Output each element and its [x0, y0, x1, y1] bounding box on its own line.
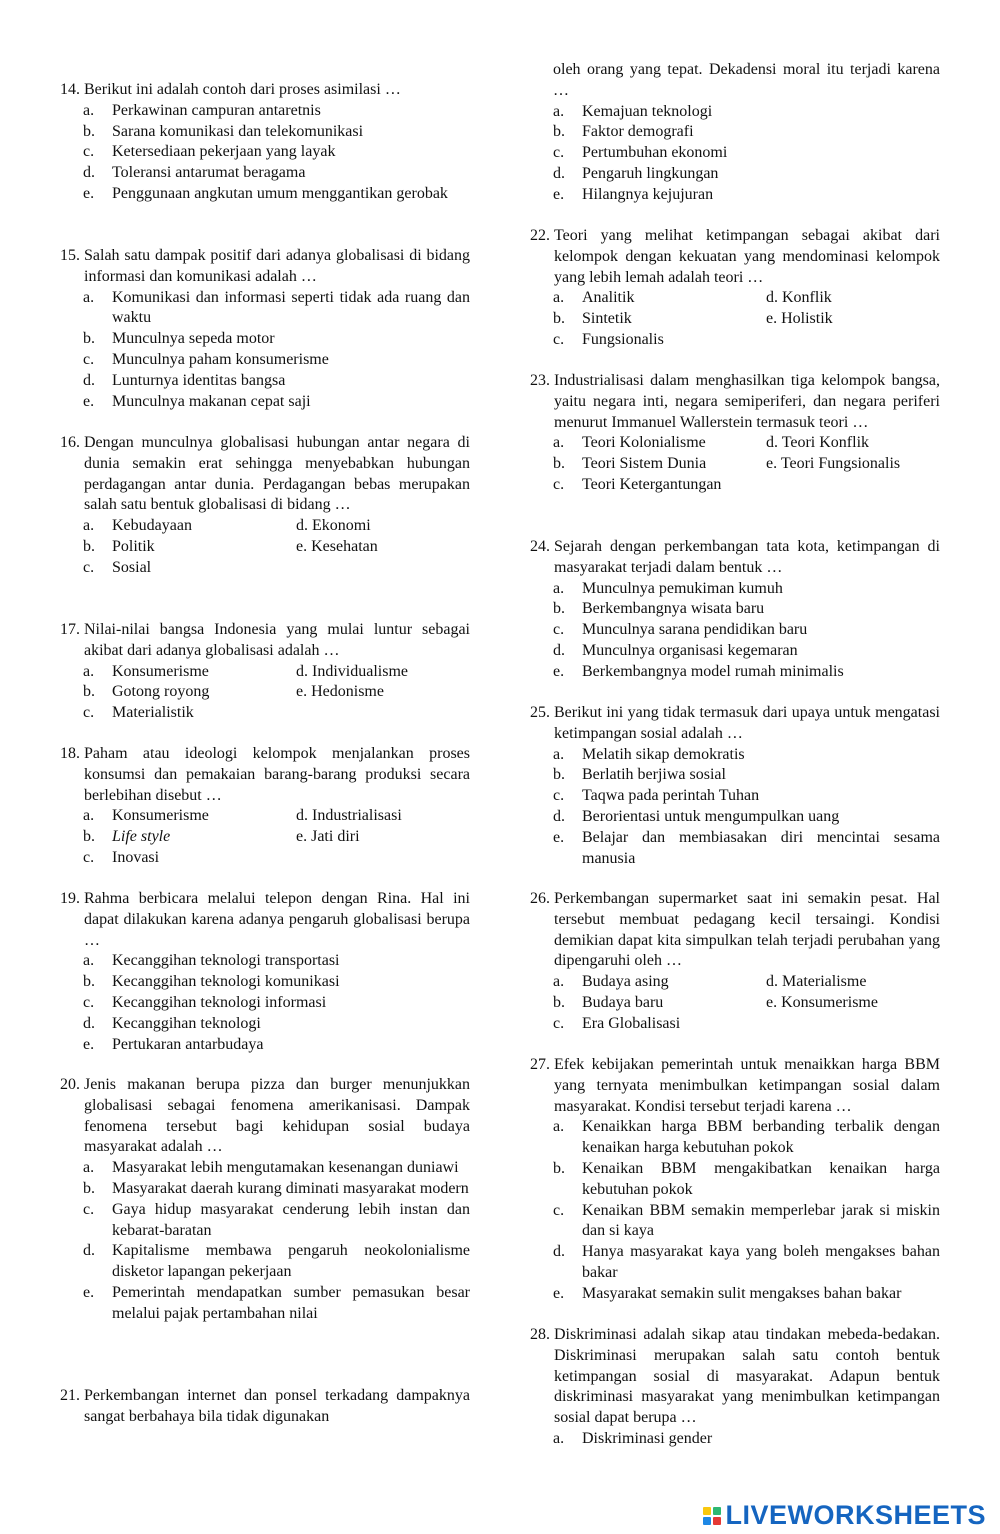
question-text: Nilai-nilai bangsa Indonesia yang mulai luntur sebagai akibat dari adanya globalisasi adalah … — [84, 621, 470, 659]
question-28 — [530, 1325, 940, 1450]
question-number: 24. — [530, 538, 550, 555]
option-c: c. Kenaikan BBM semakin memperlebar jarak si miskin dan si kaya — [553, 1201, 940, 1240]
option-a: a. Kenaikkan harga BBM berbanding terbalik dengan kenaikan harga kebutuhan pokok — [553, 1118, 940, 1157]
question-text: Diskriminasi adalah sikap atau tindakan mebeda-bedakan. Diskriminasi merupakan salah satu contoh bentuk ketimpangan sosial di masyarakat. Adapun bentuk diskriminasi masyarakat yang menimbulkan ketimpangan sosial dapat berupa … — [554, 1326, 940, 1427]
question-17 — [60, 620, 470, 724]
option-row: b. Budaya baru e. Konsumerisme — [553, 993, 878, 1011]
option-row: b. Life style e. Jati diri — [83, 828, 360, 846]
question-text: Salah satu dampak positif dari adanya globalisasi di bidang informasi dan komunikasi adalah … — [84, 247, 470, 285]
option-a: a. Masyarakat lebih mengutamakan kesenangan duniawi — [83, 1159, 459, 1177]
option-b: b. Kecanggihan teknologi komunikasi — [83, 973, 340, 991]
question-text: oleh orang yang tepat. Dekadensi moral itu terjadi karena … — [553, 61, 940, 99]
question-21 — [60, 1386, 470, 1428]
option-b: b. Masyarakat daerah kurang diminati masyarakat modern — [83, 1179, 469, 1197]
question-16 — [60, 433, 470, 579]
option-row: a. Analitik d. Konflik — [553, 289, 832, 307]
option-b: b. Kenaikan BBM mengakibatkan kenaikan harga kebutuhan pokok — [553, 1159, 940, 1198]
question-23 — [530, 371, 940, 496]
question-22 — [530, 226, 940, 351]
question-number: 23. — [530, 372, 550, 389]
question-number: 27. — [530, 1056, 550, 1073]
option-row: b. Sintetik e. Holistik — [553, 310, 833, 328]
option-d: d. Hanya masyarakat kaya yang boleh mengakses bahan bakar — [553, 1243, 940, 1281]
question-number: 28. — [530, 1326, 550, 1343]
option-a: a. Melatih sikap demokratis — [553, 745, 745, 763]
option-c: c. Fungsionalis — [553, 330, 664, 348]
question-15 — [60, 246, 470, 412]
option-d: d. Toleransi antarumat beragama — [83, 164, 306, 182]
question-number: 15. — [60, 247, 80, 264]
option-row: a. Konsumerisme d. Industrialisasi — [83, 807, 402, 825]
option-c: c. Teori Ketergantungan — [553, 475, 722, 493]
question-text: Rahma berbicara melalui telepon dengan Rina. Hal ini dapat dilakukan karena adanya pengaruh globalisasi berupa … — [84, 890, 470, 949]
option-d: d. Kecanggihan teknologi — [83, 1014, 261, 1032]
question-20 — [60, 1075, 470, 1325]
question-26 — [530, 889, 940, 1035]
option-c: c. Gaya hidup masyarakat cenderung lebih instan dan kebarat-baratan — [83, 1200, 470, 1239]
option-c: c. Kecanggihan teknologi informasi — [83, 993, 327, 1011]
option-c: c. Ketersediaan pekerjaan yang layak — [83, 143, 336, 161]
option-a: a. Diskriminasi gender — [553, 1429, 713, 1447]
option-e: e. Pemerintah mendapatkan sumber pemasukan besar melalui pajak pertambahan nilai — [83, 1283, 470, 1322]
option-c: c. Taqwa pada perintah Tuhan — [553, 787, 760, 805]
option-a: a. Komunikasi dan informasi seperti tidak ada ruang dan waktu — [83, 288, 470, 327]
question-19 — [60, 889, 470, 1055]
option-row: a. Konsumerisme d. Individualisme — [83, 662, 408, 680]
option-c: c. Munculnya sarana pendidikan baru — [553, 621, 808, 639]
question-number: 14. — [60, 81, 80, 98]
question-number: 21. — [60, 1387, 80, 1404]
liveworksheets-brand[interactable] — [703, 1500, 986, 1531]
option-row: b. Gotong royong e. Hedonisme — [83, 683, 384, 701]
option-e: e. Munculnya makanan cepat saji — [83, 392, 311, 410]
question-number: 25. — [530, 704, 550, 721]
question-21-continued — [530, 60, 940, 206]
question-text: Teori yang melihat ketimpangan sebagai akibat dari kelompok dengan kekuatan yang mendominasi kelompok yang lebih lemah adalah teori … — [554, 227, 940, 286]
option-b: b. Faktor demografi — [553, 123, 694, 141]
option-row: a. Teori Kolonialisme d. Teori Konflik — [553, 434, 870, 452]
option-b: b. Munculnya sepeda motor — [83, 330, 275, 348]
option-c: c. Materialistik — [83, 704, 194, 722]
question-18 — [60, 744, 470, 869]
question-text: Industrialisasi dalam menghasilkan tiga kelompok bangsa, yaitu negara inti, negara semiperiferi, dan negara periferi menurut Immanuel Wallerstein termasuk teori … — [554, 372, 940, 431]
option-e: e. Masyarakat semakin sulit mengakses bahan bakar — [553, 1284, 902, 1302]
option-a: a. Kecanggihan teknologi transportasi — [83, 952, 340, 970]
question-number: 26. — [530, 890, 550, 907]
question-text: Sejarah dengan perkembangan tata kota, ketimpangan di masyarakat terjadi dalam bentuk … — [554, 538, 940, 576]
option-c: c. Era Globalisasi — [553, 1014, 681, 1032]
option-e: e. Belajar dan membiasakan diri mencintai sesama manusia — [553, 828, 940, 867]
question-27 — [530, 1055, 940, 1305]
question-text: Perkembangan supermarket saat ini semakin pesat. Hal tersebut membuat pedagang kecil tersaingi. Kondisi demikian dapat kita simpulkan telah terjadi perubahan yang dipengaruhi oleh … — [554, 890, 940, 970]
option-d: d. Pengaruh lingkungan — [553, 164, 719, 182]
question-text: Perkembangan internet dan ponsel terkadang dampaknya sangat berbahaya bila tidak digunakan — [84, 1387, 470, 1425]
question-number: 16. — [60, 434, 80, 451]
option-c: c. Inovasi — [83, 848, 160, 866]
option-row: b. Politik e. Kesehatan — [83, 537, 378, 555]
option-e: e. Pertukaran antarbudaya — [83, 1035, 264, 1053]
brand-text: LIVEWORKSHEETS — [725, 1500, 986, 1531]
option-e: e. Hilangnya kejujuran — [553, 185, 714, 203]
question-24 — [530, 537, 940, 683]
question-number: 17. — [60, 621, 80, 638]
option-e: e. Berkembangnya model rumah minimalis — [553, 662, 844, 680]
question-text: Paham atau ideologi kelompok menjalankan proses konsumsi dan pemakaian barang-barang produksi secara berlebihan disebut … — [84, 745, 470, 804]
question-number: 22. — [530, 227, 550, 244]
liveworksheets-logo-icon — [703, 1507, 721, 1525]
question-14 — [60, 80, 470, 205]
option-c: c. Munculnya paham konsumerisme — [83, 350, 329, 368]
option-d: d. Kapitalisme membawa pengaruh neokolonialisme disketor lapangan pekerjaan — [83, 1242, 470, 1281]
question-number: 18. — [60, 745, 80, 762]
option-row: b. Teori Sistem Dunia e. Teori Fungsionalis — [553, 455, 901, 473]
question-25 — [530, 703, 940, 869]
option-d: d. Munculnya organisasi kegemaran — [553, 641, 798, 659]
option-b: b. Sarana komunikasi dan telekomunikasi — [83, 122, 364, 140]
question-text: Berikut ini yang tidak termasuk dari upaya untuk mengatasi ketimpangan sosial adalah … — [554, 704, 940, 742]
option-d: d. Lunturnya identitas bangsa — [83, 371, 286, 389]
option-c: c. Pertumbuhan ekonomi — [553, 144, 728, 162]
option-b: b. Berkembangnya wisata baru — [553, 600, 765, 618]
option-c: c. Sosial — [83, 558, 152, 576]
option-a: a. Perkawinan campuran antaretnis — [83, 101, 321, 119]
question-text: Efek kebijakan pemerintah untuk menaikkan harga BBM yang ternyata menimbulkan ketimpangan sosial dalam masyarakat. Kondisi tersebut terjadi karena … — [554, 1056, 940, 1115]
question-text: Berikut ini adalah contoh dari proses asimilasi … — [84, 81, 401, 98]
option-a: a. Kemajuan teknologi — [553, 102, 713, 120]
question-number: 20. — [60, 1076, 80, 1093]
option-b: b. Berlatih berjiwa sosial — [553, 766, 726, 784]
question-number: 19. — [60, 890, 80, 907]
question-text: Jenis makanan berupa pizza dan burger menunjukkan globalisasi sebagai fenomena amerikanisasi. Dampak fenomena tersebut bagi kehidupan sosial budaya masyarakat adalah … — [84, 1076, 470, 1156]
question-text: Dengan munculnya globalisasi hubungan antar negara di dunia semakin erat sehingga menyebabkan hubungan perdagangan antar dunia. Perdagangan bebas merupakan salah satu bentuk globalisasi di bidang … — [84, 434, 470, 514]
option-d: d. Berorientasi untuk mengumpulkan uang — [553, 807, 840, 825]
option-e: e. Penggunaan angkutan umum menggantikan gerobak — [83, 184, 448, 202]
option-row: a. Budaya asing d. Materialisme — [553, 973, 867, 991]
option-a: a. Munculnya pemukiman kumuh — [553, 579, 783, 597]
option-row: a. Kebudayaan d. Ekonomi — [83, 517, 371, 535]
